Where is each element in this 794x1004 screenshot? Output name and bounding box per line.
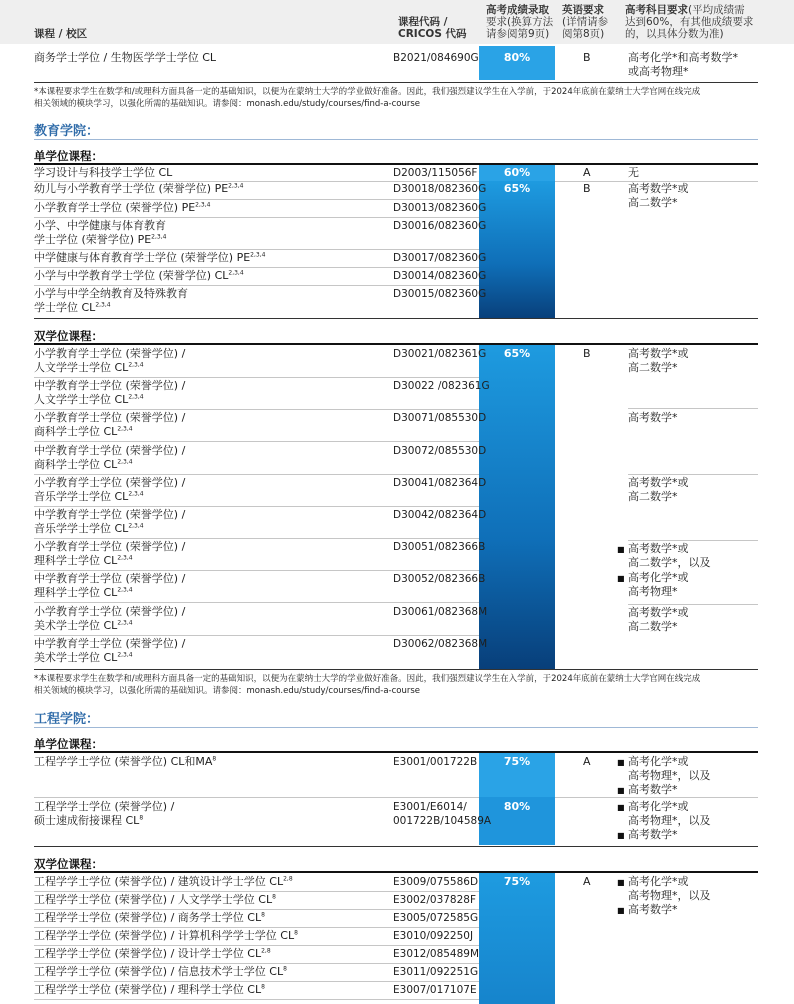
subject-req: 高考化学*或 — [628, 571, 689, 584]
row-divider — [34, 945, 479, 946]
course-code: D30015/082360G — [393, 288, 487, 300]
bullet-icon: ■ — [617, 906, 625, 915]
row-divider — [555, 181, 758, 182]
group-divider — [34, 343, 758, 345]
header-subject: 高考科目要求(平均成绩需 达到60%，有其他成绩要求 的，以具体分数为准) — [625, 4, 754, 40]
row-divider — [628, 408, 758, 409]
course-code: D30016/082360G — [393, 220, 487, 232]
course-code: D30013/082360G — [393, 202, 487, 214]
subject-req: 高考化学*和高考数学* — [628, 51, 738, 64]
course-code: E3001/E6014/ — [393, 801, 467, 813]
course-name: 工程学学士学位 (荣誉学位) / 商务学士学位 $CL^8$ — [34, 911, 265, 924]
course-code: D30022 /082361G — [393, 380, 490, 392]
subject-req: 高二数学*，以及 — [628, 556, 711, 569]
course-name: 音乐学学士学位 CL$^{2,3,4}$ — [34, 490, 144, 503]
table-header — [0, 0, 794, 44]
subject-req: 高考物理*，以及 — [628, 814, 711, 827]
course-code: D30052/082366B — [393, 573, 486, 585]
subject-req: 高二数学* — [628, 490, 678, 503]
subject-req: 高二数学* — [628, 196, 678, 209]
row-divider — [34, 199, 479, 200]
subject-req: 高考数学* — [628, 828, 678, 841]
bullet-icon: ■ — [617, 574, 625, 583]
row-divider — [34, 267, 479, 268]
score-value: 80% — [503, 800, 531, 813]
course-name: 工程学学士学位 (荣誉学位) CL和$MA^8$ — [34, 755, 217, 768]
course-code: D30071/085530D — [393, 412, 487, 424]
course-name: 幼儿与小学教育学士学位 (荣誉学位) PE$^{2,3,4}$ — [34, 182, 244, 195]
bullet-icon: ■ — [617, 878, 625, 887]
subject-req: 高二数学* — [628, 620, 678, 633]
header-english: 英语要求 (详情请参 阅第8页) — [562, 4, 609, 40]
course-name: 音乐学学士学位 CL$^{2,3,4}$ — [34, 522, 144, 535]
subject-req: 高考物理* — [628, 585, 678, 598]
subject-req: 高考化学*或 — [628, 875, 689, 888]
section-divider — [34, 727, 758, 728]
row-divider — [34, 474, 479, 475]
course-name: 商科学士学位 CL$^{2,3,4}$ — [34, 425, 133, 438]
subject-req: 高考数学*或 — [628, 182, 689, 195]
course-name: 学习设计与科技学士学位 CL — [34, 166, 173, 179]
course-code: B2021/084690G — [393, 52, 479, 64]
row-divider — [34, 981, 479, 982]
subject-req: 高考物理*，以及 — [628, 769, 711, 782]
course-name: 小学、中学健康与体育教育 — [34, 219, 166, 232]
course-name: 小学教育学士学位 (荣誉学位) / — [34, 411, 186, 424]
course-name: 人文学学士学位 CL$^{2,3,4}$ — [34, 361, 144, 374]
course-code: D30051/082366B — [393, 541, 486, 553]
row-divider — [34, 927, 479, 928]
header-score: 高考成绩录取 要求(换算方法 请参阅第9页) — [486, 4, 554, 40]
header-course: 课程 / 校区 — [34, 28, 88, 40]
course-name: 商科学士学位 CL$^{2,3,4}$ — [34, 458, 133, 471]
course-code: D30021/082361G — [393, 348, 487, 360]
bullet-icon: ■ — [617, 545, 625, 554]
course-name: 美术学士学位 CL$^{2,3,4}$ — [34, 651, 133, 664]
row-divider — [34, 909, 479, 910]
course-name: 小学与中学全纳教育及特殊教育 — [34, 287, 188, 300]
score-value: 75% — [503, 875, 531, 888]
course-name: 工程学学士学位 (荣誉学位) / 人文学学士学位 $CL^8$ — [34, 893, 276, 906]
divider — [34, 318, 758, 319]
course-name: 中学教育学士学位 (荣誉学位) / — [34, 572, 186, 585]
course-name: 中学健康与体育教育学士学位 (荣誉学位) PE$^{2,3,4}$ — [34, 251, 266, 264]
row-divider — [34, 538, 479, 539]
row-divider — [34, 441, 479, 442]
divider — [34, 846, 758, 847]
row-divider — [34, 635, 479, 636]
course-code: 001722B/104589A — [393, 815, 492, 827]
row-divider — [34, 377, 479, 378]
row-divider — [34, 570, 479, 571]
row-divider — [34, 249, 479, 250]
course-name: 中学教育学士学位 (荣誉学位) / — [34, 444, 186, 457]
subject-req: 高考数学*或 — [628, 606, 689, 619]
subject-req: 无 — [628, 166, 639, 179]
score-value: 65% — [503, 182, 531, 195]
double-degree-title: 双学位课程： — [34, 329, 103, 343]
row-divider — [628, 474, 758, 475]
course-name: 工程学学士学位 (荣誉学位) / 信息技术学士学位 $CL^8$ — [34, 965, 287, 978]
subject-req: 高考数学* — [628, 903, 678, 916]
group-divider — [34, 163, 758, 165]
course-name: 美术学士学位 CL$^{2,3,4}$ — [34, 619, 133, 632]
subject-req: 或高考物理* — [628, 65, 689, 78]
course-name: 学士学位 (荣誉学位) PE$^{2,3,4}$ — [34, 233, 167, 246]
group-divider — [34, 871, 758, 873]
subject-req: 高考数学*或 — [628, 542, 689, 555]
course-name: 小学教育学士学位 (荣誉学位) / — [34, 605, 186, 618]
course-code: E3007/017107E — [393, 984, 477, 996]
bullet-icon: ■ — [617, 831, 625, 840]
course-name: 理科学士学位 CL$^{2,3,4}$ — [34, 554, 133, 567]
course-code: E3001/001722B — [393, 756, 478, 768]
footnote: *本课程要求学生在数学和/或理科方面具备一定的基础知识，以便为在蒙纳士大学的学业做好准备。因此，我们强烈建议学生在入学前，于2024年底前在蒙纳士大学官网在线完成 相关领域的模块学习，以强化所需的基础知识。请参阅：monash.edu/study/courses/find-a-course — [34, 87, 701, 109]
row-divider — [34, 285, 479, 286]
row-divider — [34, 963, 479, 964]
row-divider — [34, 409, 479, 410]
single-degree-title: 单学位课程： — [34, 737, 103, 751]
single-degree-title: 单学位课程： — [34, 149, 103, 163]
subject-req: 高考数学*或 — [628, 476, 689, 489]
english-req: B — [583, 347, 591, 360]
course-name: 中学教育学士学位 (荣誉学位) / — [34, 508, 186, 521]
course-name: 中学教育学士学位 (荣誉学位) / — [34, 637, 186, 650]
course-name: 小学教育学士学位 (荣誉学位) PE$^{2,3,4}$ — [34, 201, 211, 214]
course-code: E3005/072585G — [393, 912, 479, 924]
course-name: 小学教育学士学位 (荣誉学位) / — [34, 540, 186, 553]
row-divider — [555, 797, 758, 798]
row-divider — [34, 602, 479, 603]
english-req: A — [583, 166, 591, 179]
course-code: D30018/082360G — [393, 183, 487, 195]
course-name: 学士学位 CL$^{2,3,4}$ — [34, 301, 111, 314]
english-req: A — [583, 755, 591, 768]
english-req: B — [583, 182, 591, 195]
bullet-icon: ■ — [617, 803, 625, 812]
score-bar — [479, 345, 555, 669]
course-code: D30061/082368M — [393, 606, 488, 618]
footnote: *本课程要求学生在数学和/或理科方面具备一定的基础知识，以便为在蒙纳士大学的学业做好准备。因此，我们强烈建议学生在入学前，于2024年底前在蒙纳士大学官网在线完成 相关领域的模块学习，以强化所需的基础知识。请参阅：monash.edu/study/courses/find-a-course — [34, 674, 701, 696]
course-code: D30072/085530D — [393, 445, 487, 457]
header-code: 课程代码 / CRICOS 代码 — [398, 16, 467, 40]
group-divider — [34, 751, 758, 753]
course-code: E3011/092251G — [393, 966, 479, 978]
subject-req: 高考数学* — [628, 783, 678, 796]
course-code: D30042/082364D — [393, 509, 487, 521]
subject-req: 高二数学* — [628, 361, 678, 374]
row-divider — [628, 604, 758, 605]
course-code: D30017/082360G — [393, 252, 487, 264]
course-code: D30014/082360G — [393, 270, 487, 282]
course-name: 小学与中学教育学士学位 (荣誉学位) CL$^{2,3,4}$ — [34, 269, 244, 282]
score-bar — [479, 873, 555, 1004]
score-bar — [479, 181, 555, 319]
course-name: 人文学学士学位 CL$^{2,3,4}$ — [34, 393, 144, 406]
subject-req: 高考物理*，以及 — [628, 889, 711, 902]
bullet-icon: ■ — [617, 786, 625, 795]
course-name: 工程学学士学位 (荣誉学位) / — [34, 800, 175, 813]
bullet-icon: ■ — [617, 758, 625, 767]
course-name: 中学教育学士学位 (荣誉学位) / — [34, 379, 186, 392]
section-divider — [34, 139, 758, 140]
subject-req: 高考数学*或 — [628, 347, 689, 360]
course-name: 硕士速成衔接课程 $CL^8$ — [34, 814, 144, 827]
row-divider — [628, 540, 758, 541]
course-name: 商务学士学位 / 生物医学学士学位 CL — [34, 51, 217, 64]
course-code: D30041/082364D — [393, 477, 487, 489]
course-code: E3012/085489M — [393, 948, 480, 960]
course-name: 小学教育学士学位 (荣誉学位) / — [34, 347, 186, 360]
row-divider — [34, 506, 479, 507]
row-divider — [34, 999, 479, 1000]
row-divider — [34, 217, 479, 218]
course-code: D30062/082368M — [393, 638, 488, 650]
subject-req: 高考数学* — [628, 411, 678, 424]
divider — [34, 82, 758, 83]
course-code: E3002/037828F — [393, 894, 477, 906]
course-name: 理科学士学位 CL$^{2,3,4}$ — [34, 586, 133, 599]
english-req: B — [583, 51, 591, 64]
subject-req: 高考化学*或 — [628, 800, 689, 813]
course-code: E3009/075586D — [393, 876, 479, 888]
course-name: 小学教育学士学位 (荣誉学位) / — [34, 476, 186, 489]
course-code: D2003/115056F — [393, 167, 478, 179]
faculty-title-education: 教育学院： — [34, 124, 100, 139]
score-value: 75% — [503, 755, 531, 768]
course-name: 工程学学士学位 (荣誉学位) / 设计学士学位 CL$^{2,8}$ — [34, 947, 271, 960]
double-degree-title: 双学位课程： — [34, 857, 103, 871]
course-code: E3010/092250J — [393, 930, 474, 942]
row-divider — [34, 797, 479, 798]
divider — [34, 669, 758, 670]
score-value: 65% — [503, 347, 531, 360]
course-name: 工程学学士学位 (荣誉学位) / 建筑设计学士学位 CL$^{2,8}$ — [34, 875, 293, 888]
score-value: 80% — [503, 51, 531, 64]
english-req: A — [583, 875, 591, 888]
faculty-title-engineering: 工程学院： — [34, 712, 100, 727]
score-value: 60% — [503, 166, 531, 179]
subject-req: 高考化学*或 — [628, 755, 689, 768]
course-name: 工程学学士学位 (荣誉学位) / 理科学士学位 $CL^8$ — [34, 983, 265, 996]
course-name: 工程学学士学位 (荣誉学位) / 计算机科学学士学位 $CL^8$ — [34, 929, 298, 942]
row-divider — [34, 891, 479, 892]
